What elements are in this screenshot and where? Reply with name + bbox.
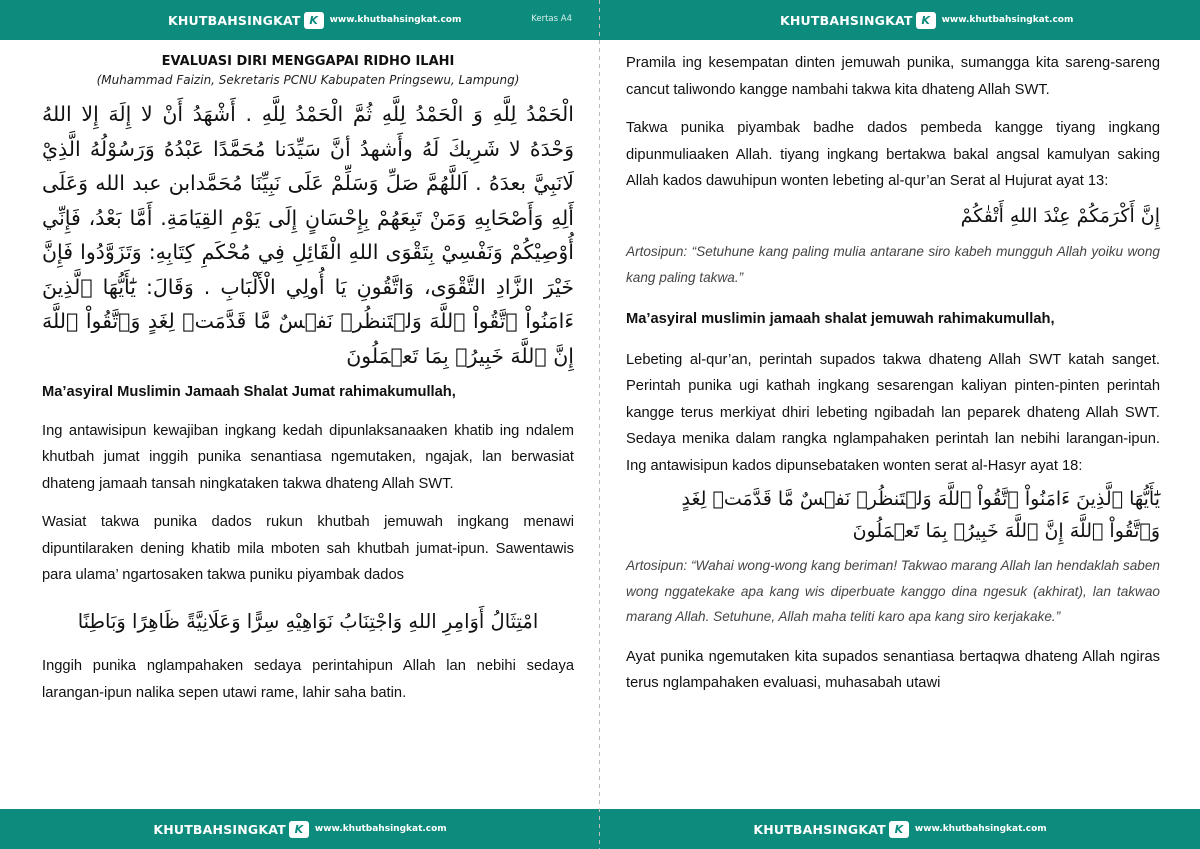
header-band-right — [600, 0, 1200, 40]
footer-brand-group — [153, 821, 446, 838]
footer-logo-mark: K — [294, 822, 304, 836]
author-line: (Muhammad Faizin, Sekretaris PCNU Kabupaten Pringsewu, Lampung) — [96, 73, 520, 87]
brand-name: KHUTBAHSINGKAT — [168, 12, 301, 28]
left-content — [42, 44, 574, 706]
paragraph-definition: Inggih punika nglampahaken sedaya perintahipun Allah lan nebihi sedaya larangan-ipun nalika sepen utawi rame, lahir saha batin. — [42, 658, 574, 701]
arabic-hasyr-verse: يَٰٓأَيُّهَا ٱلَّذِينَ ءَامَنُواْ ٱتَّقُواْ ٱللَّهَ وَلۡتَنظُرۡ نَفۡسٌ مَّا قَدَّمَتۡ لِغَدٍ وَٱتَّقُواْ ٱللَّهَ إِنَّ ٱللَّهَ خَبِيرُۢ بِمَا تَعۡمَلُونَ — [681, 488, 1160, 542]
footer-logo-mark-right: K — [894, 822, 904, 836]
paragraph-quran-command: Lebeting al-qur’an, perintah supados takwa dhateng Allah SWT katah sanget. Perintah punika ugi kathah ingkang sesarengan kaliyan pinten-pinten perintah kangge terus merkiyat dhiri lebeting ngibadah lan peparek dhateng Allah SWT. Sedaya menika dalam rangka nglampahaken perintah lan nebihi larangan-ipun. Ing antawisipun kados dipunsebataken wonten serat al-Hasyr ayat 18: — [626, 351, 1160, 474]
section-heading-right: Ma’asyiral muslimin jamaah shalat jemuwah rahimakumullah, — [626, 311, 1055, 327]
right-page — [600, 0, 1200, 849]
header-band-left — [0, 0, 600, 40]
section-heading: Ma’asyiral Muslimin Jamaah Shalat Jumat rahimakumullah, — [42, 384, 456, 400]
arabic-hujurat-verse: إِنَّ أَكْرَمَكُمْ عِنْدَ اللهِ أَتْقٰكُمْ — [960, 204, 1160, 227]
arabic-opening: الْحَمْدُ لِلَّهِ وَ الْحَمْدُ لِلَّهِ ثُمَّ الْحَمْدُ لِلَّهِ . أَشْهَدُ أَنْ لا إِلَهَ إِلا اللهُ وَحْدَهُ لا شَرِيكَ لَهُ وأَشهدُ أنَّ سَيِّدَنا مُحَمَّدًا عَبْدُهُ وَرَسُوْلُهُ الَّذِيْ لَانَبِيَّ بعدَهُ . اَللَّهُمَّ صَلِّ وَسَلِّمْ عَلَى نَبِيِّنَا مُحَمَّدابن عبد الله وَعَلَى أَلِهِ وَأَصْحَابِهِ وَمَنْ تَبِعَهُمْ بِإِحْسَانٍ إِلَى يَوْمِ القِيَامَةِ. أَمَّا بَعْدُ، فَإِنِّي أُوْصِيْكُمْ وَنَفْسِيْ بِتَقْوَى اللهِ الْقَائِلِ فِي مُحْكَمِ كِتَابِهِ: وَتَزَوَّدُوا فَإِنَّ خَيْرَ الزَّادِ التَّقْوَى، وَاتَّقُونِ يَا أُولِي الْأَلْبَابِ . وَقَالَ: يَٰٓأَيُّهَا ٱلَّذِينَ ءَامَنُواْ ٱتَّقُواْ ٱللَّهَ وَلۡتَنظُرۡ نَفۡسٌ مَّا قَدَّمَتۡ لِغَدٍ وَٱتَّقُواْ ٱللَّهَ إِنَّ ٱللَّهَ خَبِيرُۢ بِمَا تَعۡمَلُونَ — [42, 102, 574, 368]
paragraph-obligation: Ing antawisipun kewajiban ingkang kedah dipunlaksanaaken khatib ing ndalem khutbah jumat inggih punika senantiasa ngemutaken, ngajak, lan berwasiat dhateng jamaah tansah ningkataken takwa dhateng Allah SWT. — [42, 422, 574, 492]
footer-logo-icon-right — [889, 821, 909, 838]
translation-hasyr: Artosipun: “Wahai wong-wong kang beriman! Takwao marang Allah lan hendaklah saben wong nggatekake apa kang wis diperbuate kanggo dina ngesuk (akhirat), lan takwao marang Allah. Setuhune, Allah maha teliti karo apa kang siro kerjakake.” — [626, 558, 1160, 624]
footer-logo-icon — [289, 821, 309, 838]
arabic-taqwa-definition: امْتِثَالُ أَوَامِرِ اللهِ وَاجْتِنَابُ نَوَاهِيْهِ سِرًّا وَعَلَانِيَّةً ظَاهِرًا وَبَاطِنًا — [77, 609, 539, 633]
brand-group-right — [780, 0, 1073, 40]
footer-site-url[interactable]: www.khutbahsingkat.com — [314, 824, 447, 834]
logo-mark-right: K — [921, 13, 930, 27]
footer-brand-name-right: KHUTBAHSINGKAT — [753, 821, 886, 837]
brand-name-right: KHUTBAHSINGKAT — [780, 12, 913, 28]
paragraph-wasiat: Wasiat takwa punika dados rukun khutbah jemuwah ingkang menawi dipuntilaraken dening khatib mila mboten sah khutbah jumat-ipun. Sawentawis para ulama’ ngartosaken takwa puniku piyambak dados — [42, 514, 574, 583]
brand-logo-icon-right — [916, 12, 936, 29]
brand-logo-icon — [304, 12, 324, 29]
site-url[interactable]: www.khutbahsingkat.com — [329, 15, 462, 25]
right-content — [626, 44, 1160, 697]
paper-size-label: Kertas A4 — [531, 14, 572, 24]
footer-band-right — [600, 809, 1200, 849]
paragraph-reminder: Ayat punika ngemutaken kita supados senantiasa bertaqwa dhateng Allah ngiras terus nglampahaken evaluasi, muhasabah utawi — [626, 648, 1160, 691]
footer-site-url-right[interactable]: www.khutbahsingkat.com — [914, 824, 1047, 834]
page-title: EVALUASI DIRI MENGGAPAI RIDHO ILAHI — [161, 54, 455, 69]
translation-hujurat: Artosipun: “Setuhune kang paling mulia antarane siro kabeh mungguh Allah yoiku wong kang paling takwa.” — [626, 244, 1160, 285]
paragraph-opportunity: Pramila ing kesempatan dinten jemuwah punika, sumangga kita sareng-sareng cancut taliwondo kangge nambahi takwa kita dhateng Allah SWT. — [626, 55, 1160, 98]
footer-brand-group-right — [753, 821, 1046, 838]
paragraph-distinction: Takwa punika piyambak badhe dados pembeda kangge tiyang ingkang dipunmuliaaken Allah. tiyang ingkang bertakwa bakal angsal kamulyan saking Allah kados dawuhipun wonten lebeting al-qur’an Serat al Hujurat ayat 13: — [626, 120, 1160, 189]
brand-group — [168, 0, 461, 40]
site-url-right[interactable]: www.khutbahsingkat.com — [941, 15, 1074, 25]
footer-brand-name: KHUTBAHSINGKAT — [153, 821, 286, 837]
logo-mark: K — [309, 13, 318, 27]
footer-band-left — [0, 809, 600, 849]
